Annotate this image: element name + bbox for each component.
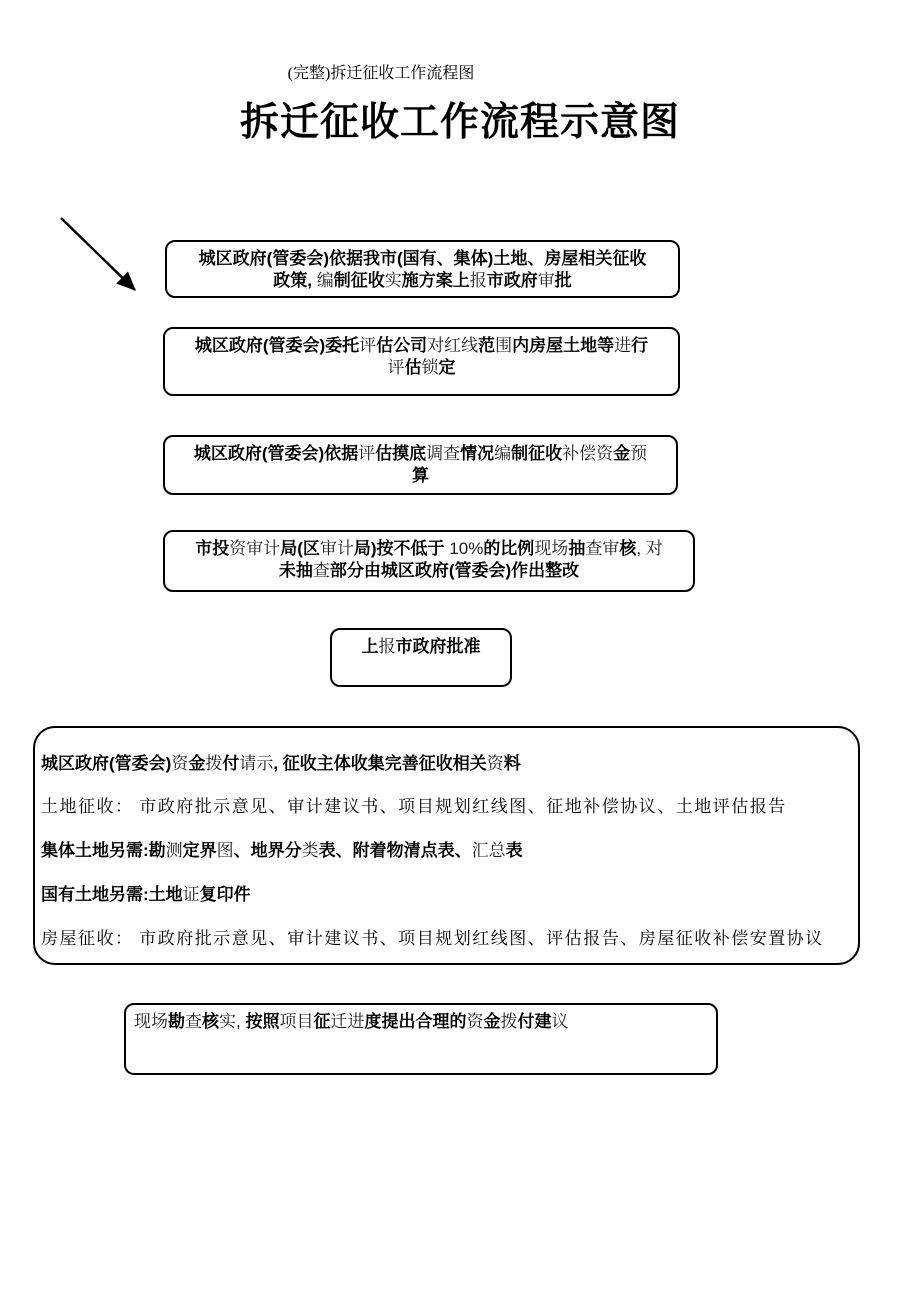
flow-step-5-box [330,628,512,687]
info-box-header-text: 城区政府(管委会)资金拨付请示, 征收主体收集完善征收相关资料 [41,754,521,773]
site-verification-box [124,1003,718,1075]
funding-request-info-box [33,726,860,965]
flow-step-1-text: 城区政府(管委会)依据我市(国有、集体)土地、房屋相关征收 政策, 编制征收实施方案上报市政府审批 [198,249,647,290]
site-verification-text: 现场勘查核实, 按照项目征迁进度提出合理的资金拨付建议 [134,1012,569,1031]
down-right-arrow-icon [55,212,147,304]
flow-step-3-text: 城区政府(管委会)依据评估摸底调查情况编制征收补偿资金预 算 [193,444,648,485]
flow-step-5-text: 上报市政府批准 [361,637,481,656]
flow-step-2-text: 城区政府(管委会)委托评估公司对红线范围内房屋土地等进行 评估锁定 [194,336,649,377]
collective-land-docs-text: 集体土地另需:勘测定界图、地界分类表、附着物清点表、汇总表 [41,841,523,860]
flow-step-1-box [165,240,680,298]
flow-step-2-box [163,327,680,396]
flow-step-4-box [163,530,695,592]
diagram-title: 拆迁征收工作流程示意图 [239,101,680,144]
land-expropriation-docs-text: 土地征收： 市政府批示意见、审计建议书、项目规划红线图、征地补偿协议、土地评估报告 [41,797,787,816]
state-land-docs-text: 国有土地另需:土地证复印件 [41,885,251,904]
flow-step-3-box [163,435,678,495]
flow-step-4-text: 市投资审计局(区审计局)按不低于 10%的比例现场抽查审核, 对 未抽查部分由城区政府(管委会)作出整改 [195,539,663,580]
house-expropriation-docs-text: 房屋征收： 市政府批示意见、审计建议书、项目规划红线图、评估报告、房屋征收补偿安置协议 [41,929,824,948]
doc-header-text: (完整)拆迁征收工作流程图 [287,65,475,82]
